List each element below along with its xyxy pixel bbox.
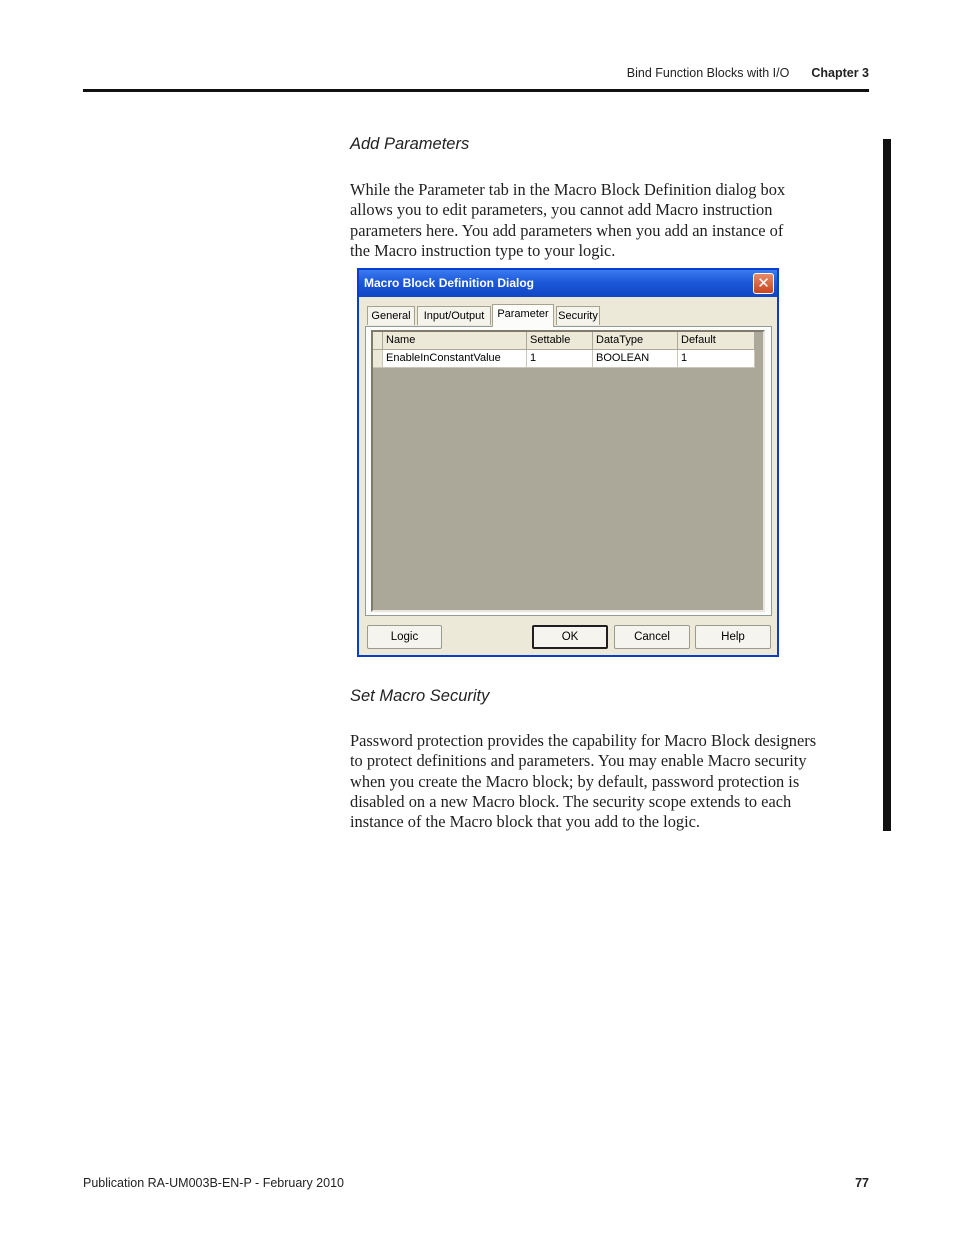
cell-default[interactable]: 1	[678, 350, 755, 368]
running-header	[627, 66, 869, 80]
text-line: While the Parameter tab in the Macro Block Definition dialog box	[350, 180, 786, 199]
text-line: parameters here. You add parameters when you add an instance of	[350, 220, 784, 240]
section-title-add-parameters: Add Parameters	[350, 135, 470, 153]
text-line: Password protection provides the capability for Macro Block designers	[350, 731, 817, 750]
chapter-side-bar	[883, 139, 891, 831]
column-header-settable[interactable]: Settable	[527, 332, 593, 350]
header-section-title: Bind Function Blocks with I/O	[626, 66, 790, 80]
parameter-tab-panel	[365, 326, 772, 616]
cell-settable[interactable]: 1	[527, 350, 593, 368]
text-line: to protect definitions and parameters. You may enable Macro security	[350, 751, 807, 771]
tab-input-output[interactable]: Input/Output	[417, 306, 491, 325]
text-line: allows you to edit parameters, you cannot add Macro instruction	[350, 200, 773, 220]
tab-parameter[interactable]: Parameter	[492, 304, 554, 327]
column-header-default[interactable]: Default	[678, 332, 755, 350]
row-selector[interactable]	[373, 350, 383, 368]
close-icon: ✕	[757, 275, 770, 292]
text-line: disabled on a new Macro block. The security scope extends to each	[350, 791, 792, 811]
cell-datatype[interactable]: BOOLEAN	[593, 350, 678, 368]
header-chapter: Chapter 3	[811, 66, 869, 80]
tab-general[interactable]: General	[367, 306, 415, 325]
text-line: instance of the Macro block that you add to the logic.	[350, 812, 701, 832]
footer-publication: Publication RA-UM003B-EN-P - February 2010	[83, 1176, 344, 1190]
paragraph-set-macro-security	[350, 731, 870, 832]
dialog-title: Macro Block Definition Dialog	[364, 276, 535, 290]
parameter-grid	[371, 330, 765, 612]
close-button[interactable]	[753, 273, 774, 294]
column-header-name[interactable]: Name	[383, 332, 527, 350]
macro-block-definition-dialog	[357, 268, 779, 657]
section-title-set-macro-security: Set Macro Security	[350, 687, 490, 705]
logic-button[interactable]: Logic	[367, 625, 442, 649]
row-selector-header	[373, 332, 383, 350]
tab-security[interactable]: Security	[556, 306, 600, 325]
text-line: the Macro instruction type to your logic.	[350, 240, 616, 260]
ok-button[interactable]: OK	[532, 625, 608, 649]
paragraph-add-parameters	[350, 180, 870, 261]
text-line: when you create the Macro block; by default, password protection is	[350, 771, 800, 791]
cell-name[interactable]: EnableInConstantValue	[383, 350, 527, 368]
dialog-title-bar	[359, 270, 777, 297]
footer-page-number: 77	[855, 1176, 869, 1190]
header-rule	[83, 89, 869, 92]
column-header-datatype[interactable]: DataType	[593, 332, 678, 350]
help-button[interactable]: Help	[695, 625, 771, 649]
cancel-button[interactable]: Cancel	[614, 625, 690, 649]
